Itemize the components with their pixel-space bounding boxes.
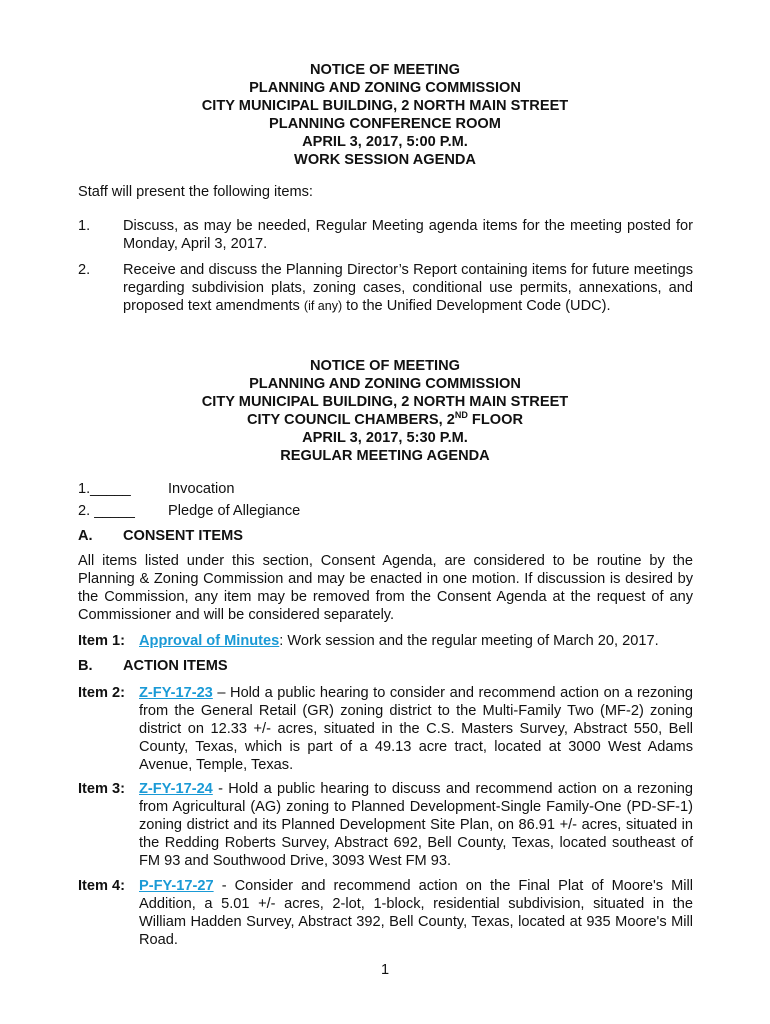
section-title: CONSENT ITEMS [123,528,243,544]
case-link[interactable]: Z-FY-17-23 [139,685,213,701]
text-run: Receive and discuss the Planning Director’s Report containing items for future meetings regarding subdivision plats, zoning cases, conditional use permits, annexations, and proposed text amendments [123,262,693,314]
intro-text: Staff will present the following items: [78,184,313,200]
section-letter: A. [78,528,93,544]
work-session-header [0,61,770,169]
header-line: REGULAR MEETING AGENDA [280,448,490,464]
item-number: 1. [78,218,91,234]
chambers-text: CITY COUNCIL CHAMBERS, 2 [247,412,455,428]
item-number: 2. [78,262,91,278]
chambers-superscript: ND [454,410,468,420]
text-run: to the Unified Development Code (UDC). [342,298,611,314]
item-text: – Hold a public hearing to consider and recommend action on a rezoning from the General Retail (GR) zoning district to the Multi-Family Two (MF-2) zoning district on 12.33 +/- acres, situated in the C.S. Masters Survey, Abstract 550, Bell County, Texas, which is part of a 49.13 acre tract, located at 3000 West Adams Avenue, Temple, Texas. [139,685,693,773]
item-text: : Work session and the regular meeting of March 20, 2017. [279,633,659,649]
header-line: NOTICE OF MEETING [310,62,460,78]
item-text: - Consider and recommend action on the Final Plat of Moore's Mill Addition, a 5.01 +/- acres, 2-lot, 1-block, residential subdivision, situated in the William Hadden Survey, Abstract 392, Bell County, Texas, located at 935 Moore's Mill Road. [139,878,693,948]
opening-label: Invocation [168,481,235,497]
consent-description: All items listed under this section, Consent Agenda, are considered to be routine by the Planning & Zoning Commission and may be enacted in one motion. If discussion is desired by the Commission, any item may be removed from the Consent Agenda at the request of any Commissioner and will be considered separately. [78,553,693,623]
section-letter: B. [78,658,93,674]
header-line: PLANNING AND ZONING COMMISSION [249,376,521,392]
header-line: CITY MUNICIPAL BUILDING, 2 NORTH MAIN STREET [201,394,569,410]
work-item-2-text [123,261,693,315]
header-line: APRIL 3, 2017, 5:30 P.M. [302,430,468,446]
section-title: ACTION ITEMS [123,658,228,674]
opening-label: Pledge of Allegiance [168,503,301,519]
work-item-1-text: Discuss, as may be needed, Regular Meeting agenda items for the meeting posted for Monday, April 3, 2017. [123,218,693,252]
page-number: 1 [380,962,390,978]
header-line: PLANNING AND ZONING COMMISSION [249,80,521,96]
item-label: Item 3: [78,781,126,797]
regular-meeting-header [0,357,770,465]
header-line: APRIL 3, 2017, 5:00 P.M. [302,134,468,150]
header-line: CITY MUNICIPAL BUILDING, 2 NORTH MAIN STREET [201,98,569,114]
case-link[interactable]: Z-FY-17-24 [139,781,213,797]
item-4-text [139,877,693,949]
item-2-text [139,684,693,774]
item-1-text [139,632,699,650]
header-line: PLANNING CONFERENCE ROOM [269,116,501,132]
opening-number: 1._____ [78,481,131,497]
header-line: WORK SESSION AGENDA [294,152,476,168]
text-run-small: (if any) [303,299,343,313]
item-label: Item 2: [78,685,126,701]
case-link[interactable]: P-FY-17-27 [139,878,214,894]
header-line-chambers [0,411,770,429]
opening-number: 2. _____ [78,503,135,519]
header-line: NOTICE OF MEETING [310,358,460,374]
item-text: - Hold a public hearing to discuss and recommend action on a rezoning from Agricultural (AG) zoning to Planned Development-Single Family-One (PD-SF-1) zoning district and its Planned Development Site Plan, on 86.91 +/- acres, situated in the Redding Roberts Survey, Abstract 692, Bell County, Texas, located southeast of FM 93 and Southwood Drive, 3093 West FM 93. [139,781,693,869]
item-label: Item 1: [78,633,126,649]
approval-of-minutes-link[interactable]: Approval of Minutes [139,633,280,649]
item-label: Item 4: [78,878,126,894]
chambers-text: FLOOR [467,412,523,428]
item-3-text [139,780,693,870]
